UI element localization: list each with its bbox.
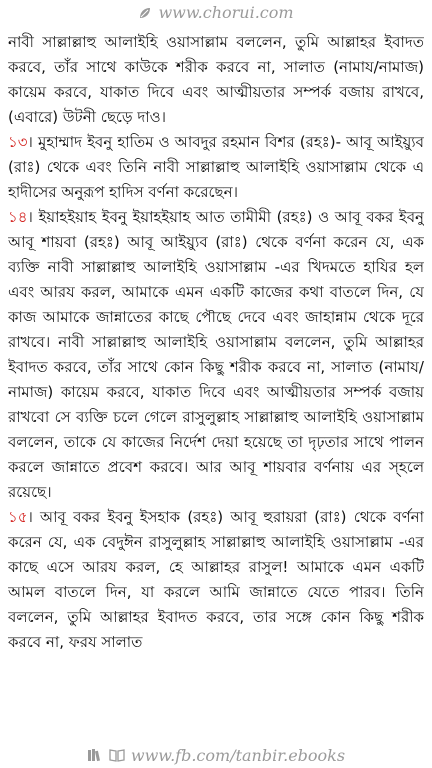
hadith-number: ১৪ bbox=[8, 208, 28, 226]
footer-watermark bbox=[0, 742, 432, 768]
footer-site: www.fb.com/tanbir.ebooks bbox=[130, 745, 346, 765]
hadith-15 bbox=[8, 505, 424, 655]
header-site: www.chorui.com bbox=[158, 2, 294, 22]
hadith-number: ১৫ bbox=[8, 508, 28, 526]
intro-text: নাবী সাল্লাল্লাহু আলাইহি ওয়াসাল্লাম বললেন, তুমি আল্লাহর ইবাদত করবে, তাঁর সাথে কাউকে শরীক করবে না, সালাত (নামায/নামাজ) কায়েম করবে, যাকাত দিবে এবং আত্মীয়তার সম্পর্ক বজায় রাখবে, (এবারে) উটনী ছেড়ে দাও। bbox=[8, 33, 424, 126]
library-icon bbox=[87, 748, 103, 762]
hadith-13 bbox=[8, 130, 424, 205]
intro-paragraph bbox=[8, 30, 424, 130]
header-watermark bbox=[0, 0, 432, 24]
hadith-number: ১৩ bbox=[8, 133, 28, 151]
hadith-body: । আবূ বকর ইবনু ইসহাক (রহঃ) আবূ হুরায়রা (রাঃ) থেকে বর্ণনা করেন যে, এক বেদুঈন রাসুলুল্লাহ সাল্লাল্লাহু আলাইহি ওয়াসাল্লাম -এর কাছে এসে আরয করল, হে আল্লাহর রাসুল! আমাকে এমন একটি আমল বাতলে দিন, যা করলে আমি জান্নাতে যেতে পারব। তিনি বললেন, তুমি আল্লাহর ইবাদত করবে, তার সঙ্গে কোন কিছু শরীক করবে না, ফরয সালাত bbox=[8, 508, 424, 651]
book-icon bbox=[109, 748, 125, 762]
hadith-body: । মুহাম্মাদ ইবনু হাতিম ও আবদুর রহমান বিশর (রহঃ)- আবূ আইয়্যুব (রাঃ) থেকে এবং তিনি নাবী সাল্লাল্লাহু আলাইহি ওয়াসাল্লাম থেকে এ হাদীসের অনুরূপ হাদিস বর্ণনা করেছেন। bbox=[8, 133, 424, 201]
leaf-icon bbox=[138, 5, 152, 19]
hadith-body: । ইয়াহইয়াহ ইবনু ইয়াহইয়াহ আত তামীমী (রহঃ) ও আবূ বকর ইবনু আবূ শায়বা (রহঃ) আবূ আইয়্যুব (রাঃ) থেকে বর্ণনা করেন যে, এক ব্যক্তি নাবী সাল্লাল্লাহু আলাইহি ওয়াসাল্লাম -এর খিদমতে হাযির হল এবং আরয করল, আমাকে এমন একটি কাজের কথা বাতলে দিন, যে কাজ আমাকে জান্নাতের কাছে পৌছে দেবে এবং জাহান্নাম থেকে দূরে রাখবে। নাবী সাল্লাল্লাহু আলাইহি ওয়াসাল্লাম বললেন, তুমি আল্লাহর ইবাদত করবে, তাঁর সাথে কোন কিছু শরীক করবে না, সালাত (নামায/নামাজ) কায়েম করবে, যাকাত দিবে এবং আত্মীয়তার সম্পর্ক বজায় রাখবো সে ব্যক্তি চলে গেলে রাসুলুল্লাহ সাল্লাল্লাহু আলাইহি ওয়াসাল্লাম বললেন, তাকে যে কাজের নির্দেশ দেয়া হয়েছে তা দৃঢ়তার সাথে পালন করলে জান্নাতে প্রবেশ করবে। আর আবূ শায়বার বর্ণনায় এর স্হলে রয়েছে। bbox=[8, 208, 424, 501]
hadith-14 bbox=[8, 205, 424, 505]
hadith-text bbox=[8, 30, 424, 730]
